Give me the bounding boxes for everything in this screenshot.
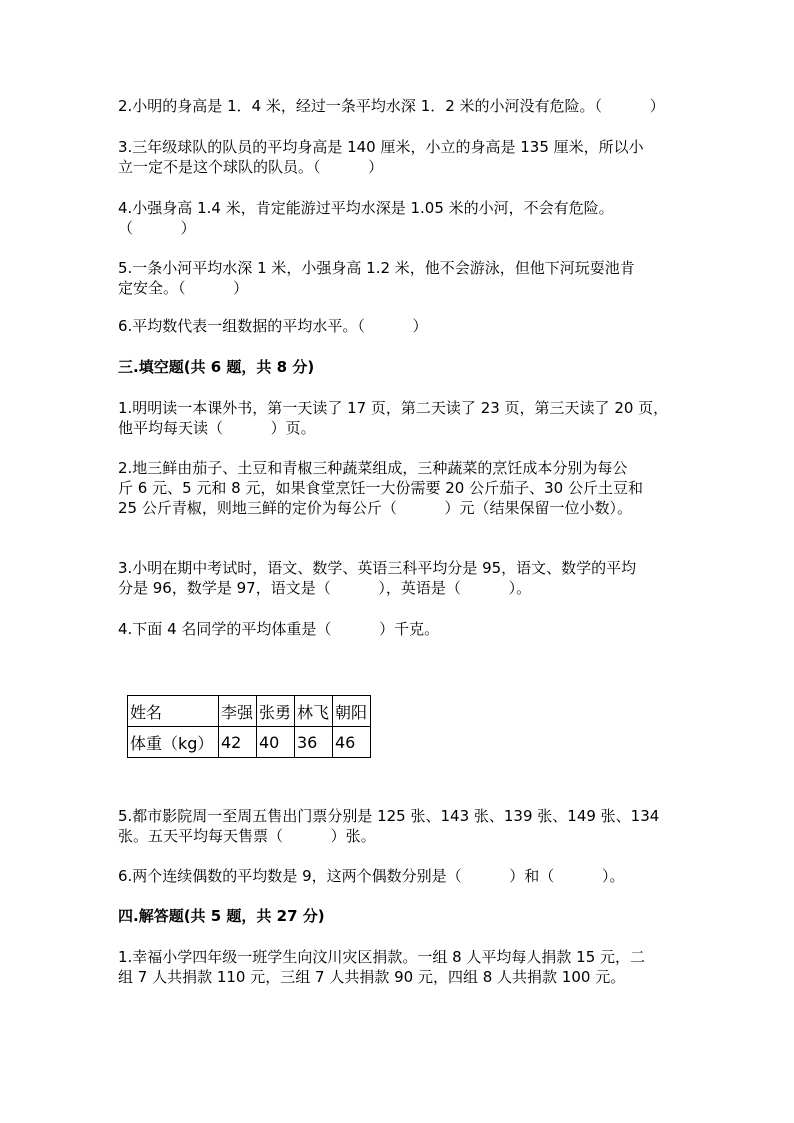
tf-question-5-line-1: 5.一条小河平均水深 1 米，小强身高 1.2 米，他不会游泳，但他下河玩耍池肯 <box>118 259 635 277</box>
table-row <box>128 727 371 758</box>
table-cell: 朝阳 <box>333 696 371 727</box>
fill-question-5-line-1: 5.都市影院周一至周五售出门票分别是 125 张、143 张、139 张、149 张、134 <box>118 807 660 825</box>
solve-section-heading: 四.解答题(共 5 题，共 27 分) <box>118 907 325 925</box>
table-cell: 46 <box>333 727 371 758</box>
table-cell: 姓名 <box>128 696 219 727</box>
tf-question-4-line-1: 4.小强身高 1.4 米，肯定能游过平均水深是 1.05 米的小河，不会有危险。 <box>118 199 614 217</box>
table-cell: 42 <box>219 727 257 758</box>
solve-question-1-line-2: 组 7 人共捐款 110 元，三组 7 人共捐款 90 元，四组 8 人共捐款 100 元。 <box>118 968 626 986</box>
fill-question-1-line-2: 他平均每天读（ ）页。 <box>118 419 316 437</box>
fill-question-1-line-1: 1.明明读一本课外书，第一天读了 17 页，第二天读了 23 页，第三天读了 20 页， <box>118 399 669 417</box>
weight-table <box>127 695 371 758</box>
fill-question-6: 6.两个连续偶数的平均数是 9，这两个偶数分别是（ ）和（ ）。 <box>118 867 625 885</box>
fill-question-3-line-2: 分是 96，数学是 97，语文是（ ），英语是（ ）。 <box>118 579 532 597</box>
tf-question-2: 2.小明的身高是 1．4 米，经过一条平均水深 1．2 米的小河没有危险。（ ） <box>118 97 665 115</box>
tf-question-4-line-2: （ ） <box>118 219 196 237</box>
table-cell: 李强 <box>219 696 257 727</box>
solve-question-1-line-1: 1.幸福小学四年级一班学生向汶川灾区捐款。一组 8 人平均每人捐款 15 元，二 <box>118 948 646 966</box>
table-cell: 40 <box>257 727 295 758</box>
fill-section-heading: 三.填空题(共 6 题，共 8 分) <box>118 358 315 376</box>
fill-question-2-line-3: 25 公斤青椒，则地三鲜的定价为每公斤（ ）元（结果保留一位小数）。 <box>118 499 633 517</box>
table-cell: 张勇 <box>257 696 295 727</box>
table-cell: 林飞 <box>295 696 333 727</box>
tf-question-3-line-1: 3.三年级球队的队员的平均身高是 140 厘米，小立的身高是 135 厘米，所以小 <box>118 138 644 156</box>
table-cell: 36 <box>295 727 333 758</box>
tf-question-6: 6.平均数代表一组数据的平均水平。（ ） <box>118 317 428 335</box>
fill-question-4: 4.下面 4 名同学的平均体重是（ ）千克。 <box>118 620 440 638</box>
fill-question-2-line-1: 2.地三鲜由茄子、土豆和青椒三种蔬菜组成，三种蔬菜的烹饪成本分别为每公 <box>118 459 628 477</box>
tf-question-3-line-2: 立一定不是这个球队的队员。（ ） <box>118 158 384 176</box>
fill-question-5-line-2: 张。五天平均每天售票（ ）张。 <box>118 827 376 845</box>
table-row <box>128 696 371 727</box>
table-cell: 体重（kg） <box>128 727 219 758</box>
fill-question-3-line-1: 3.小明在期中考试时，语文、数学、英语三科平均分是 95，语文、数学的平均 <box>118 559 637 577</box>
tf-question-5-line-2: 定安全。（ ） <box>118 279 249 297</box>
fill-question-2-line-2: 斤 6 元、5 元和 8 元，如果食堂烹饪一大份需要 20 公斤茄子、30 公斤土豆和 <box>118 479 643 497</box>
